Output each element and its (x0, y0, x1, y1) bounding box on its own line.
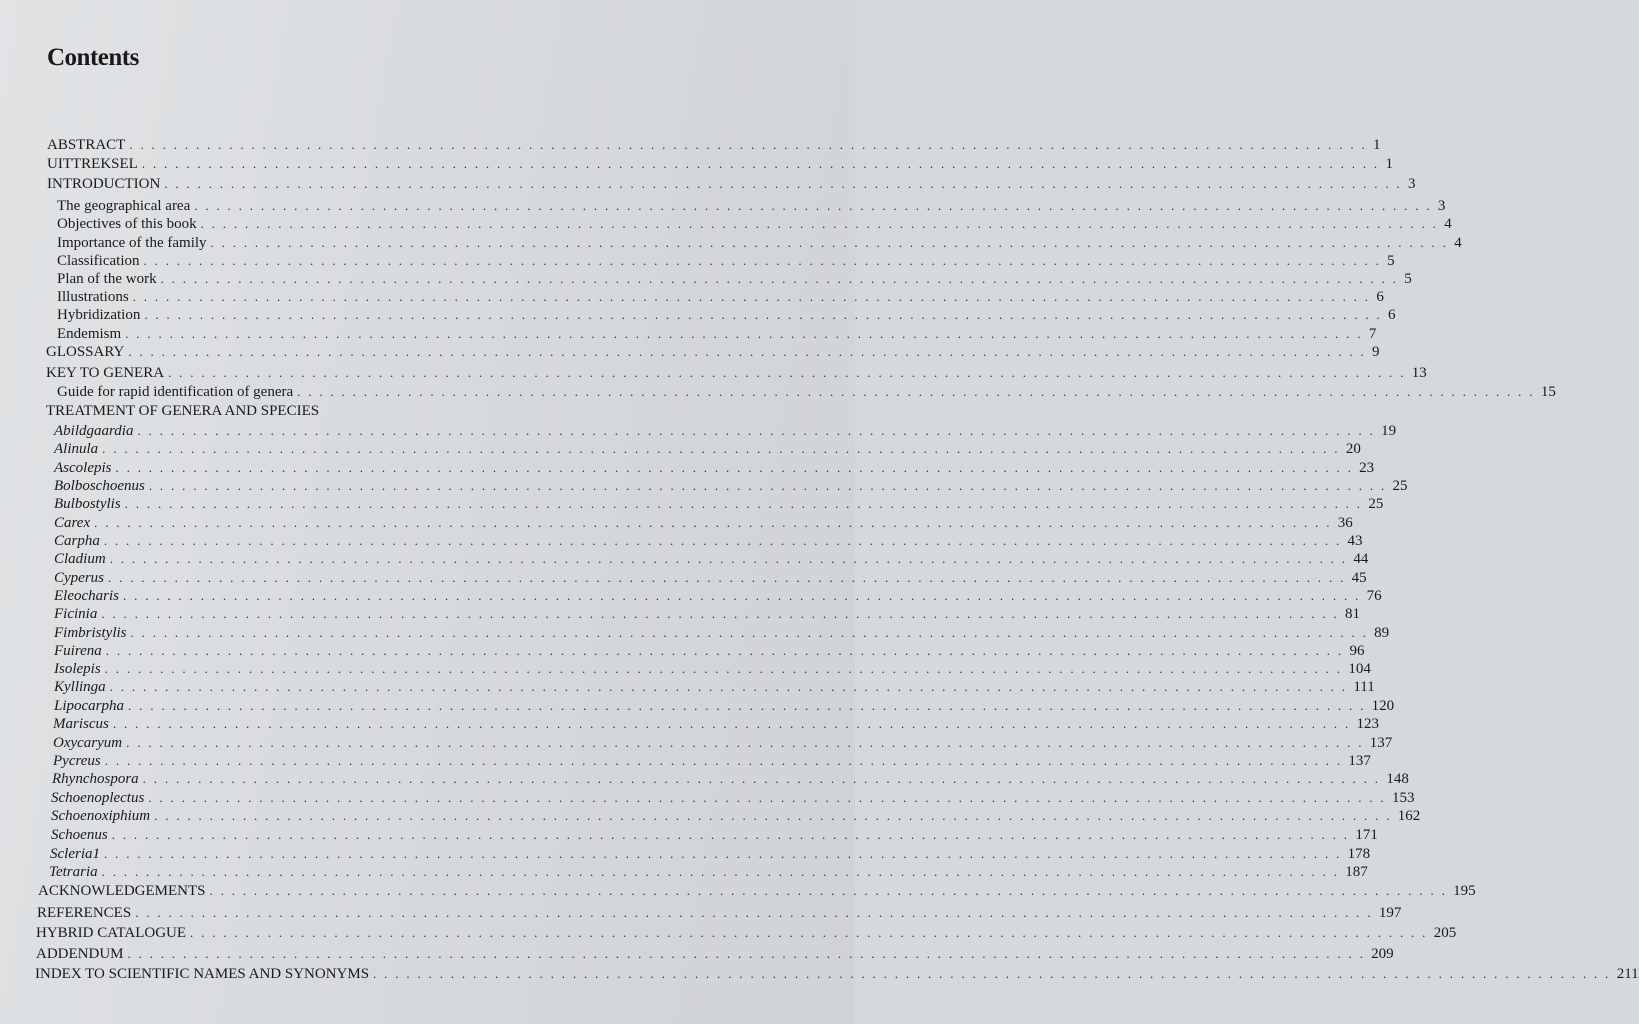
leader-dots: . . . . . . . . . . . . . . . . . . . . . . . . . . . . . . . . . . . . . . . . . . . . . . . . . . . . . . . . . . . . . . . . . . . . . . . . . . . . . . . . . . . . . . . . . . . . . . . . . . . . . . . . . . . . . . . . (168, 365, 1406, 380)
toc-entry-label: Ficinia (54, 606, 98, 622)
toc-entry-genus (53, 752, 1371, 770)
toc-entry-page: 3 (1407, 176, 1416, 192)
leader-dots: . . . . . . . . . . . . . . . . . . . . . . . . . . . . . . . . . . . . . . . . . . . . . . . . . . . . . . . . . . . . . . . . . . . . . . . . . . . . . . . . . . . . . . . . . . . . . . . . . . . . . . . . . . . . . . . . (115, 460, 1354, 475)
leader-dots: . . . . . . . . . . . . . . . . . . . . . . . . . . . . . . . . . . . . . . . . . . . . . . . . . . . . . . . . . . . . . . . . . . . . . . . . . . . . . . . . . . . . . . . . . . . . . . . . . . . . . . . . . . . . . . . . (144, 307, 1382, 322)
leader-dots: . . . . . . . . . . . . . . . . . . . . . . . . . . . . . . . . . . . . . . . . . . . . . . . . . . . . . . . . . . . . . . . . . . . . . . . . . . . . . . . . . . . . . . . . . . . . . . . . . . . . . . . . . . . . . . . . (148, 790, 1386, 805)
leader-dots: . . . . . . . . . . . . . . . . . . . . . . . . . . . . . . . . . . . . . . . . . . . . . . . . . . . . . . . . . . . . . . . . . . . . . . . . . . . . . . . . . . . . . . . . . . . . . . . . . . . . . . . . . . . . . . . . (101, 606, 1339, 621)
toc-entry-page: 43 (1347, 533, 1363, 549)
toc-entry-uittreksel (47, 155, 1393, 173)
leader-dots: . . . . . . . . . . . . . . . . . . . . . . . . . . . . . . . . . . . . . . . . . . . . . . . . . . . . . . . . . . . . . . . . . . . . . . . . . . . . . . . . . . . . . . . . . . . . . . . . . . . . . . . . . . . . . . . . (137, 423, 1376, 438)
page-title: Contents (47, 44, 139, 71)
toc-entry-endemism (57, 325, 1377, 343)
toc-entry-page: 148 (1386, 771, 1409, 787)
toc-entry-page: 4 (1444, 216, 1452, 232)
toc-entry-glossary (46, 343, 1380, 361)
leader-dots: . . . . . . . . . . . . . . . . . . . . . . . . . . . . . . . . . . . . . . . . . . . . . . . . . . . . . . . . . . . . . . . . . . . . . . . . . . . . . . . . . . . . . . . . . . . . . . . . . . . . . . . . . . . . . . . . (194, 198, 1432, 213)
toc-entry-label: Fimbristylis (54, 625, 127, 641)
toc-entry-page: 209 (1371, 946, 1394, 962)
toc-entry-genus (54, 440, 1361, 458)
toc-entry-label: Schoenoplectus (51, 790, 145, 806)
toc-entry-page: 36 (1337, 515, 1353, 531)
toc-entry-genus (54, 422, 1397, 440)
leader-dots: . . . . . . . . . . . . . . . . . . . . . . . . . . . . . . . . . . . . . . . . . . . . . . . . . . . . . . . . . . . . . . . . . . . . . . . . . . . . . . . . . . . . . . . . . . . . . . . . . . . . . . . . . . . . . . . . (160, 271, 1399, 286)
toc-entry-page: 76 (1366, 588, 1382, 604)
toc-entry-page: 25 (1368, 496, 1384, 512)
toc-entry-page: 6 (1376, 289, 1384, 305)
leader-dots: . . . . . . . . . . . . . . . . . . . . . . . . . . . . . . . . . . . . . . . . . . . . . . . . . . . . . . . . . . . . . . . . . . . . . . . . . . . . . . . . . . . . . . . . . . . . . . . . . . . . . . . . . . . . . . . . (111, 827, 1350, 842)
toc-entry-page: 162 (1397, 808, 1421, 824)
toc-entry-genus (54, 642, 1365, 660)
toc-entry-hybrid-catalogue (36, 924, 1457, 942)
toc-entry-acknowledgements (38, 882, 1476, 900)
toc-entry-page: 25 (1392, 478, 1408, 494)
toc-entry-label: Carpha (54, 533, 100, 549)
toc-entry-label: Bolboschoenus (54, 478, 145, 494)
toc-entry-addendum (36, 945, 1394, 963)
toc-entry-page: 19 (1381, 423, 1397, 439)
leader-dots: . . . . . . . . . . . . . . . . . . . . . . . . . . . . . . . . . . . . . . . . . . . . . . . . . . . . . . . . . . . . . . . . . . . . . . . . . . . . . . . . . . . . . . . . . . . . . . . . . . . . . . . . . . . . . . . . (142, 771, 1381, 786)
toc-section-treatment: TREATMENT OF GENERA AND SPECIES (46, 403, 320, 419)
toc-entry-genus (54, 587, 1382, 605)
leader-dots: . . . . . . . . . . . . . . . . . . . . . . . . . . . . . . . . . . . . . . . . . . . . . . . . . . . . . . . . . . . . . . . . . . . . . . . . . . . . . . . . . . . . . . . . . . . . . . . . . . . . . . . . . . . . . . . . (105, 643, 1344, 658)
toc-entry-page: 205 (1433, 925, 1457, 941)
leader-dots: . . . . . . . . . . . . . . . . . . . . . . . . . . . . . . . . . . . . . . . . . . . . . . . . . . . . . . . . . . . . . . . . . . . . . . . . . . . . . . . . . . . . . . . . . . . . . . . . . . . . . . . . . . . . . . . . (164, 176, 1402, 191)
leader-dots: . . . . . . . . . . . . . . . . . . . . . . . . . . . . . . . . . . . . . . . . . . . . . . . . . . . . . . . . . . . . . . . . . . . . . . . . . . . . . . . . . . . . . . . . . . . . . . . . . . . . . . . . . . . . . . . . (210, 235, 1449, 250)
toc-entry-label: Pycreus (53, 753, 101, 769)
toc-entry-page: 111 (1353, 679, 1375, 695)
toc-entry-label: Classification (57, 253, 140, 269)
toc-entry-genus (54, 477, 1408, 495)
toc-entry-geographical-area (57, 197, 1446, 215)
leader-dots: . . . . . . . . . . . . . . . . . . . . . . . . . . . . . . . . . . . . . . . . . . . . . . . . . . . . . . . . . . . . . . . . . . . . . . . . . . . . . . . . . . . . . . . . . . . . . . . . . . . . . . . . . . . . . . . . (209, 883, 1448, 898)
toc-entry-label: Carex (54, 515, 91, 531)
toc-entry-page: 15 (1540, 384, 1556, 400)
toc-entry-genus (49, 863, 1368, 881)
leader-dots: . . . . . . . . . . . . . . . . . . . . . . . . . . . . . . . . . . . . . . . . . . . . . . . . . . . . . . . . . . . . . . . . . . . . . . . . . . . . . . . . . . . . . . . . . . . . . . . . . . . . . . . . . . . . . . . . (125, 326, 1363, 341)
toc-entry-page: 7 (1368, 326, 1377, 342)
toc-entry-page: 5 (1404, 271, 1412, 287)
leader-dots: . . . . . . . . . . . . . . . . . . . . . . . . . . . . . . . . . . . . . . . . . . . . . . . . . . . . . . . . . . . . . . . . . . . . . . . . . . . . . . . . . . . . . . . . . . . . . . . . . . . . . . . . . . . . . . . . (94, 515, 1332, 530)
toc-entry-page: 195 (1453, 883, 1476, 899)
toc-entry-page: 197 (1378, 905, 1402, 921)
toc-entry-page: 4 (1454, 235, 1462, 251)
toc-entry-label: UITTREKSEL (47, 156, 138, 172)
toc-entry-genus (54, 660, 1371, 678)
toc-entry-label: GLOSSARY (46, 344, 125, 360)
toc-entry-page: 6 (1387, 307, 1396, 323)
toc-entry-label: Bulbostylis (54, 496, 121, 512)
toc-entry-guide (57, 383, 1556, 401)
toc-entry-label: Rhynchospora (52, 771, 139, 787)
toc-entry-genus (54, 495, 1384, 513)
toc-entry-page: 178 (1347, 846, 1371, 862)
leader-dots: . . . . . . . . . . . . . . . . . . . . . . . . . . . . . . . . . . . . . . . . . . . . . . . . . . . . . . . . . . . . . . . . . . . . . . . . . . . . . . . . . . . . . . . . . . . . . . . . . . . . . . . . . . . . . . . . (104, 846, 1342, 861)
toc-entry-objectives (57, 215, 1452, 233)
toc-entry-label: Plan of the work (57, 271, 157, 287)
toc-entry-page: 120 (1371, 698, 1395, 714)
leader-dots: . . . . . . . . . . . . . . . . . . . . . . . . . . . . . . . . . . . . . . . . . . . . . . . . . . . . . . . . . . . . . . . . . . . . . . . . . . . . . . . . . . . . . . . . . . . . . . . . . . . . . . . . . . . . . . . . (126, 735, 1364, 750)
toc-entry-label: INTRODUCTION (47, 176, 161, 192)
toc-entry-label: Scleria1 (50, 846, 100, 862)
toc-entry-genus (52, 770, 1409, 788)
leader-dots: . . . . . . . . . . . . . . . . . . . . . . . . . . . . . . . . . . . . . . . . . . . . . . . . . . . . . . . . . . . . . . . . . . . . . . . . . . . . . . . . . . . . . . . . . . . . . . . . . . . . . . . . . . . . . . . . (297, 384, 1535, 399)
toc-entry-label: Ascolepis (54, 460, 112, 476)
toc-entry-label: Guide for rapid identification of genera (57, 384, 294, 400)
toc-entry-genus (50, 845, 1371, 863)
toc-entry-key-to-genera (46, 364, 1427, 382)
toc-entry-label: Kyllinga (54, 679, 106, 695)
leader-dots: . . . . . . . . . . . . . . . . . . . . . . . . . . . . . . . . . . . . . . . . . . . . . . . . . . . . . . . . . . . . . . . . . . . . . . . . . . . . . . . . . . . . . . . . . . . . . . . . . . . . . . . . . . . . . . . . (373, 966, 1611, 981)
toc-entry-page: 45 (1351, 570, 1367, 586)
toc-entry-page: 104 (1348, 661, 1371, 677)
toc-entry-page: 153 (1391, 790, 1415, 806)
toc-entry-label: ACKNOWLEDGEMENTS (38, 883, 206, 899)
toc-entry-abstract (47, 136, 1381, 154)
toc-entry-label: Cladium (54, 551, 106, 567)
toc-entry-page: 23 (1359, 460, 1375, 476)
toc-entry-introduction (47, 175, 1416, 193)
leader-dots: . . . . . . . . . . . . . . . . . . . . . . . . . . . . . . . . . . . . . . . . . . . . . . . . . . . . . . . . . . . . . . . . . . . . . . . . . . . . . . . . . . . . . . . . . . . . . . . . . . . . . . . . . . . . . . . . (141, 156, 1380, 171)
toc-entry-page: 13 (1411, 365, 1427, 381)
toc-entry-label: Isolepis (54, 661, 101, 677)
toc-entry-label: Importance of the family (57, 235, 207, 251)
toc-entry-page: 1 (1385, 156, 1393, 172)
toc-entry-references (37, 904, 1402, 922)
leader-dots: . . . . . . . . . . . . . . . . . . . . . . . . . . . . . . . . . . . . . . . . . . . . . . . . . . . . . . . . . . . . . . . . . . . . . . . . . . . . . . . . . . . . . . . . . . . . . . . . . . . . . . . . . . . . . . . . (102, 441, 1340, 456)
toc-entry-classification (57, 252, 1395, 270)
toc-entry-label: Oxycaryum (53, 735, 123, 751)
toc-entry-illustrations (57, 288, 1384, 306)
toc-entry-page: 44 (1353, 551, 1369, 567)
toc-entry-genus (54, 550, 1369, 568)
toc-entry-page: 211 (1616, 966, 1639, 982)
toc-entry-label: Schoenus (51, 827, 108, 843)
toc-entry-label: Illustrations (57, 289, 129, 305)
toc-entry-genus (51, 826, 1378, 844)
leader-dots: . . . . . . . . . . . . . . . . . . . . . . . . . . . . . . . . . . . . . . . . . . . . . . . . . . . . . . . . . . . . . . . . . . . . . . . . . . . . . . . . . . . . . . . . . . . . . . . . . . . . . . . . . . . . . . . . (148, 478, 1387, 493)
toc-entry-label: Endemism (57, 326, 122, 342)
toc-entry-page: 3 (1437, 198, 1446, 214)
leader-dots: . . . . . . . . . . . . . . . . . . . . . . . . . . . . . . . . . . . . . . . . . . . . . . . . . . . . . . . . . . . . . . . . . . . . . . . . . . . . . . . . . . . . . . . . . . . . . . . . . . . . . . . . . . . . . . . . (103, 533, 1342, 548)
toc-entry-page: 9 (1372, 344, 1380, 360)
toc-entry-label: Fuirena (54, 643, 102, 659)
toc-entry-genus (54, 678, 1375, 696)
leader-dots: . . . . . . . . . . . . . . . . . . . . . . . . . . . . . . . . . . . . . . . . . . . . . . . . . . . . . . . . . . . . . . . . . . . . . . . . . . . . . . . . . . . . . . . . . . . . . . . . . . . . . . . . . . . . . . . . (135, 905, 1373, 920)
leader-dots: . . . . . . . . . . . . . . . . . . . . . . . . . . . . . . . . . . . . . . . . . . . . . . . . . . . . . . . . . . . . . . . . . . . . . . . . . . . . . . . . . . . . . . . . . . . . . . . . . . . . . . . . . . . . . . . . (123, 588, 1361, 603)
toc-entry-label: INDEX TO SCIENTIFIC NAMES AND SYNONYMS (35, 966, 370, 982)
toc-entry-label: HYBRID CATALOGUE (36, 925, 187, 941)
leader-dots: . . . . . . . . . . . . . . . . . . . . . . . . . . . . . . . . . . . . . . . . . . . . . . . . . . . . . . . . . . . . . . . . . . . . . . . . . . . . . . . . . . . . . . . . . . . . . . . . . . . . . . . . . . . . . . . . (101, 864, 1340, 879)
toc-entry-hybridization (57, 306, 1396, 324)
toc-entry-genus (51, 807, 1421, 825)
toc-entry-plan (57, 270, 1412, 288)
toc-entry-label: Lipocarpha (54, 698, 125, 714)
leader-dots: . . . . . . . . . . . . . . . . . . . . . . . . . . . . . . . . . . . . . . . . . . . . . . . . . . . . . . . . . . . . . . . . . . . . . . . . . . . . . . . . . . . . . . . . . . . . . . . . . . . . . . . . . . . . . . . . (124, 496, 1363, 511)
toc-entry-genus (54, 459, 1375, 477)
toc-entry-label: Hybridization (57, 307, 141, 323)
toc-entry-genus (54, 697, 1395, 715)
toc-entry-page: 137 (1369, 735, 1393, 751)
leader-dots: . . . . . . . . . . . . . . . . . . . . . . . . . . . . . . . . . . . . . . . . . . . . . . . . . . . . . . . . . . . . . . . . . . . . . . . . . . . . . . . . . . . . . . . . . . . . . . . . . . . . . . . . . . . . . . . . (104, 661, 1343, 676)
toc-entry-label: Abildgaardia (54, 423, 134, 439)
toc-entry-label: ABSTRACT (47, 137, 126, 153)
leader-dots: . . . . . . . . . . . . . . . . . . . . . . . . . . . . . . . . . . . . . . . . . . . . . . . . . . . . . . . . . . . . . . . . . . . . . . . . . . . . . . . . . . . . . . . . . . . . . . . . . . . . . . . . . . . . . . . . (200, 216, 1439, 231)
toc-entry-genus (51, 789, 1415, 807)
toc-entry-index (35, 965, 1639, 983)
toc-entry-page: 187 (1345, 864, 1368, 880)
leader-dots: . . . . . . . . . . . . . . . . . . . . . . . . . . . . . . . . . . . . . . . . . . . . . . . . . . . . . . . . . . . . . . . . . . . . . . . . . . . . . . . . . . . . . . . . . . . . . . . . . . . . . . . . . . . . . . . . (154, 808, 1392, 823)
toc-entry-genus (54, 605, 1360, 623)
toc-entry-page: 123 (1356, 716, 1379, 732)
leader-dots: . . . . . . . . . . . . . . . . . . . . . . . . . . . . . . . . . . . . . . . . . . . . . . . . . . . . . . . . . . . . . . . . . . . . . . . . . . . . . . . . . . . . . . . . . . . . . . . . . . . . . . . . . . . . . . . . (190, 925, 1428, 940)
leader-dots: . . . . . . . . . . . . . . . . . . . . . . . . . . . . . . . . . . . . . . . . . . . . . . . . . . . . . . . . . . . . . . . . . . . . . . . . . . . . . . . . . . . . . . . . . . . . . . . . . . . . . . . . . . . . . . . . (130, 625, 1369, 640)
leader-dots: . . . . . . . . . . . . . . . . . . . . . . . . . . . . . . . . . . . . . . . . . . . . . . . . . . . . . . . . . . . . . . . . . . . . . . . . . . . . . . . . . . . . . . . . . . . . . . . . . . . . . . . . . . . . . . . . (109, 679, 1348, 694)
toc-entry-label: Tetraria (49, 864, 98, 880)
toc-entry-page: 96 (1349, 643, 1365, 659)
toc-entry-page: 137 (1348, 753, 1371, 769)
leader-dots: . . . . . . . . . . . . . . . . . . . . . . . . . . . . . . . . . . . . . . . . . . . . . . . . . . . . . . . . . . . . . . . . . . . . . . . . . . . . . . . . . . . . . . . . . . . . . . . . . . . . . . . . . . . . . . . . (129, 137, 1368, 152)
toc-entry-label: REFERENCES (37, 905, 132, 921)
toc-entry-genus (54, 569, 1367, 587)
toc-entry-label: Alinula (54, 441, 99, 457)
toc-entry-label: Schoenoxiphium (51, 808, 151, 824)
toc-entry-genus (54, 624, 1390, 642)
leader-dots: . . . . . . . . . . . . . . . . . . . . . . . . . . . . . . . . . . . . . . . . . . . . . . . . . . . . . . . . . . . . . . . . . . . . . . . . . . . . . . . . . . . . . . . . . . . . . . . . . . . . . . . . . . . . . . . . (127, 946, 1366, 961)
toc-entry-label: Cyperus (54, 570, 104, 586)
toc-entry-genus (54, 532, 1363, 550)
leader-dots: . . . . . . . . . . . . . . . . . . . . . . . . . . . . . . . . . . . . . . . . . . . . . . . . . . . . . . . . . . . . . . . . . . . . . . . . . . . . . . . . . . . . . . . . . . . . . . . . . . . . . . . . . . . . . . . . (128, 344, 1367, 359)
toc-entry-importance (57, 234, 1462, 252)
toc-entry-label: ADDENDUM (36, 946, 124, 962)
toc-entry-genus (53, 715, 1379, 733)
leader-dots: . . . . . . . . . . . . . . . . . . . . . . . . . . . . . . . . . . . . . . . . . . . . . . . . . . . . . . . . . . . . . . . . . . . . . . . . . . . . . . . . . . . . . . . . . . . . . . . . . . . . . . . . . . . . . . . . (132, 289, 1371, 304)
toc-entry-page: 1 (1373, 137, 1381, 153)
toc-entry-label: The geographical area (57, 198, 191, 214)
toc-entry-page: 5 (1387, 253, 1395, 269)
toc-entry-label: KEY TO GENERA (46, 365, 165, 381)
toc-entry-label: Objectives of this book (57, 216, 197, 232)
leader-dots: . . . . . . . . . . . . . . . . . . . . . . . . . . . . . . . . . . . . . . . . . . . . . . . . . . . . . . . . . . . . . . . . . . . . . . . . . . . . . . . . . . . . . . . . . . . . . . . . . . . . . . . . . . . . . . . . (109, 551, 1348, 566)
toc-entry-page: 171 (1355, 827, 1378, 843)
leader-dots: . . . . . . . . . . . . . . . . . . . . . . . . . . . . . . . . . . . . . . . . . . . . . . . . . . . . . . . . . . . . . . . . . . . . . . . . . . . . . . . . . . . . . . . . . . . . . . . . . . . . . . . . . . . . . . . . (143, 253, 1382, 268)
toc-entry-page: 89 (1374, 625, 1390, 641)
toc-entry-label: Eleocharis (54, 588, 119, 604)
leader-dots: . . . . . . . . . . . . . . . . . . . . . . . . . . . . . . . . . . . . . . . . . . . . . . . . . . . . . . . . . . . . . . . . . . . . . . . . . . . . . . . . . . . . . . . . . . . . . . . . . . . . . . . . . . . . . . . . (112, 716, 1351, 731)
leader-dots: . . . . . . . . . . . . . . . . . . . . . . . . . . . . . . . . . . . . . . . . . . . . . . . . . . . . . . . . . . . . . . . . . . . . . . . . . . . . . . . . . . . . . . . . . . . . . . . . . . . . . . . . . . . . . . . . (128, 698, 1366, 713)
leader-dots: . . . . . . . . . . . . . . . . . . . . . . . . . . . . . . . . . . . . . . . . . . . . . . . . . . . . . . . . . . . . . . . . . . . . . . . . . . . . . . . . . . . . . . . . . . . . . . . . . . . . . . . . . . . . . . . . (104, 753, 1343, 768)
toc-entry-page: 20 (1345, 441, 1361, 457)
leader-dots: . . . . . . . . . . . . . . . . . . . . . . . . . . . . . . . . . . . . . . . . . . . . . . . . . . . . . . . . . . . . . . . . . . . . . . . . . . . . . . . . . . . . . . . . . . . . . . . . . . . . . . . . . . . . . . . . (108, 570, 1346, 585)
toc-entry-page: 81 (1344, 606, 1360, 622)
toc-entry-genus (53, 734, 1393, 752)
toc-entry-label: Mariscus (53, 716, 109, 732)
toc-entry-genus (54, 514, 1353, 532)
